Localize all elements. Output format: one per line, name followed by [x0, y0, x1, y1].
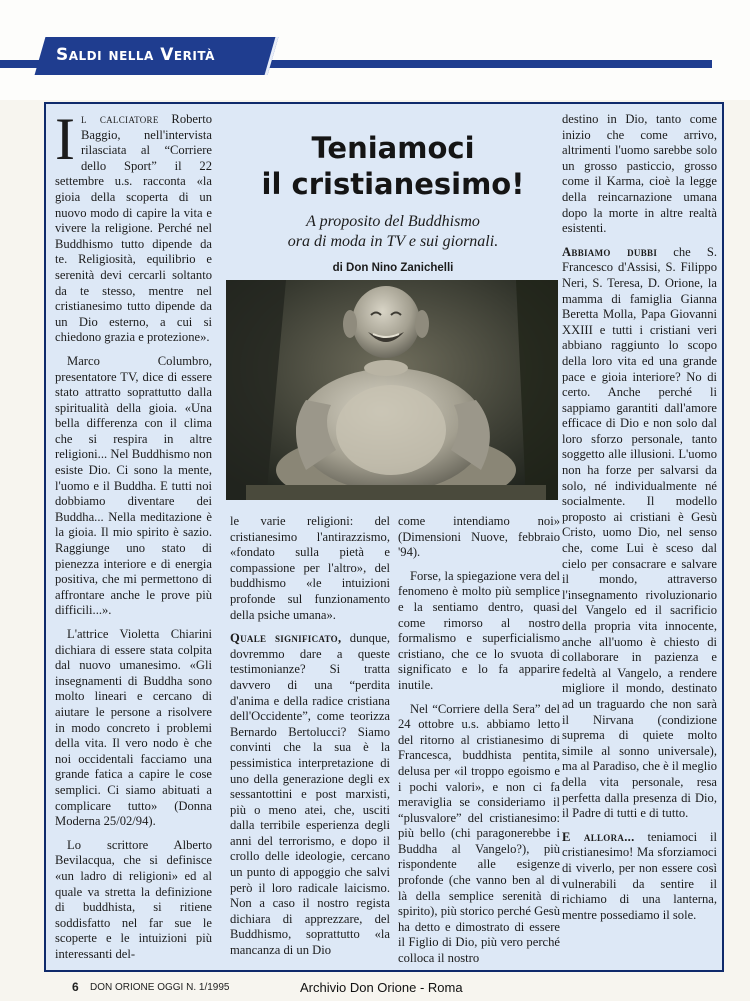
paragraph	[562, 830, 717, 924]
subtitle-line: ora di moda in TV e sui giornali.	[287, 233, 499, 250]
byline: di Don Nino Zanichelli	[332, 262, 454, 274]
article-heading	[228, 112, 558, 282]
column-1	[55, 106, 212, 970]
paragraph-text: che S. Francesco d'Assisi, S. Filippo Neri, S. Teresa, D. Orione, la mamma di famiglia Gianna Beretta Molla, Papa Giovanni XXIII e tutti i cristiani veri abbiano raggiunto lo scopo della loro vita ed una grande pace e gioia interiore? No di certo. Anche perché li sappiamo garantiti dall'amore efficace di Dio e non solo dal loro sforzo personale, tanto soggetto alle illusioni. L'uomo non ha forze per salvarsi da solo, né individualmente né socialmente. Il modello proposto ai cristiani è Gesù Cristo, uomo Dio, nel senso che, come Lui è sceso dal cielo per consacrare e salvare il mondo, attraverso l'insegnamento rivoluzionario del Vangelo ed il sacrificio della propria vita innocente, anche all'uomo è chiesto di collaborare in pazienza e fedeltà al Vangelo, a rendere migliore il mondo, destinato ad un traguardo che non sarà il Nirvana (condizione suprema di quiete molto simile al sonno universale), ma al Paradiso, che è il meglio della vita personale, resa perfetta dalla presenza di Dio, il Padre di tutti e di tutto.	[562, 244, 717, 821]
section-title: Saldi nella Verità	[56, 45, 215, 65]
title-line: il cristianesimo!	[261, 167, 525, 201]
article-title	[228, 130, 558, 202]
paragraph: le varie religioni: del cristianesimo l'antirazzismo, «fondato sulla pietà e compassione per l'altro», del buddhismo «le intuizioni profonde sul funzionamento della psiche umana».	[230, 514, 390, 622]
section-kicker: Abbiamo dubbi	[562, 244, 658, 259]
paragraph: destino in Dio, tanto come inizio che come arrivo, altrimenti l'uomo sarebbe solo un grosso pasticcio, grosso come il Karma, cioè la legge della reincarnazione umana dopo la morte in altre realtà esistenti.	[562, 112, 717, 236]
paragraph	[230, 631, 390, 958]
paragraph-text: dunque, dovremmo dare a queste testimonianze? Si tratta davvero di una “perdita d'anima e della radice cristiana dell'Occidente”, come teorizza Bernardo Bertolucci? Siamo convinti che la sua è la pessimistica interpretazione di uno della generazione degli ex sessantottini e post marxisti, più o meno atei, che, usciti dalla terribile esperienza degli anni del terrorismo, e dopo il crollo delle ideologie, cercano un punto di appoggio che salvi però il loro radicale laicismo. Non a caso il nostro regista dichiara di apprezzare, del Buddhismo, soprattutto «la mancanza di un Dio	[230, 631, 390, 958]
page-number: 6	[72, 980, 79, 994]
section-kicker: Quale significato,	[230, 631, 342, 646]
paragraph	[562, 245, 717, 822]
paragraph: Marco Columbro, presentatore TV, dice di essere stato attratto soprattutto dalla spiritualità della gioia. «Una bella differenza con il clima che si respira in altre religioni... Nel Buddhismo non esiste Dio. Ci sono la mente, l'uomo e il Buddha. E tutti noi dobbiamo diventare dei Buddha... Nella meditazione è la gioia. Il mio spirito è sazio. Raggiunge uno stato di pienezza interiore e di energia positiva, che mi permettono di affrontare anche le prove più difficili...».	[55, 353, 212, 618]
section-kicker: E allora...	[562, 829, 635, 844]
title-line: Teniamoci	[311, 131, 475, 165]
paragraph	[55, 106, 212, 346]
lead-in: l calciatore	[80, 112, 159, 126]
subtitle-line: A proposito del Buddhismo	[306, 213, 480, 230]
buddha-statue-illustration	[226, 280, 558, 500]
paragraph: Forse, la spiegazione vera del fenomeno è molto più semplice e la sentiamo dentro, quasi come rimorso al nostro formalismo e superficialismo cristiano, che ce lo svuota di significato e lo fa apparire inutile.	[398, 568, 560, 692]
drop-cap: I	[55, 106, 75, 172]
column-2-right	[398, 514, 560, 975]
column-2-left	[230, 514, 390, 967]
paragraph: L'attrice Violetta Chiarini dichiara di essere stata colpita dal nuovo umanesimo. «Gli insegnamenti di Buddha sono molto lineari e cercano di aiutare le persone a risolvere in modo concreto i problemi della vita. Il vero nodo è che noi occidentali facciamo una grande fatica a capire le cose semplici. Ci siamo abituati a complicare tutto» (Donna Moderna 25/02/94).	[55, 627, 212, 829]
archive-credit: Archivio Don Orione - Roma	[300, 980, 463, 995]
column-3	[562, 112, 717, 931]
paragraph-text: Roberto Baggio, nell'intervista rilasciata al “Corriere dello Sport” il 22 settembre u.s. racconta «la gioia della scoperta di un nuovo modo di capire la vita e vivere la religione. Perché nel Buddhismo tutto dipende da te. Religiosità, equilibrio e serenità devi cercarli soltanto da te stesso, mentre nel cristianesimo tutto dipende da un Dio esterno, a cui si chiedono grazia e protezione».	[55, 112, 212, 345]
magazine-issue: DON ORIONE OGGI N. 1/1995	[90, 982, 230, 993]
paragraph: Nel “Corriere della Sera” del 24 ottobre u.s. abbiamo letto del ritorno al cristianesimo di Francesca, buddhista pentita, delusa per «il troppo egoismo e i pochi valori», e non ci fa meraviglia se consideriamo il “plusvalore” del cristianesimo: più bello (chi paragonerebbe i Buddha al Vangelo?), più rispondente alle esigenze profonde (che vanno ben al di là della semplice serenità di spirito), più storico perché Gesù ha detto e dimostrato di essere il Figlio di Dio, più vero perché colloca il nostro	[398, 701, 560, 966]
paragraph: come intendiamo noi» (Dimensioni Nuove, febbraio '94).	[398, 514, 560, 560]
paragraph: Lo scrittore Alberto Bevilacqua, che si definisce «un ladro di religioni» ed al quale va stretta la definizione di buddhista, si ritiene soddisfatto nel far sue le scoperte e le intuizioni più interessanti del-	[55, 837, 212, 961]
buddha-statue-photo	[226, 280, 558, 500]
paragraph-text: teniamoci il cristianesimo! Ma sforziamoci di viverlo, per non essere così vulnerabili da sentire il richiamo di una lanterna, mentre possediamo il sole.	[562, 829, 717, 922]
article-subtitle	[228, 212, 558, 252]
